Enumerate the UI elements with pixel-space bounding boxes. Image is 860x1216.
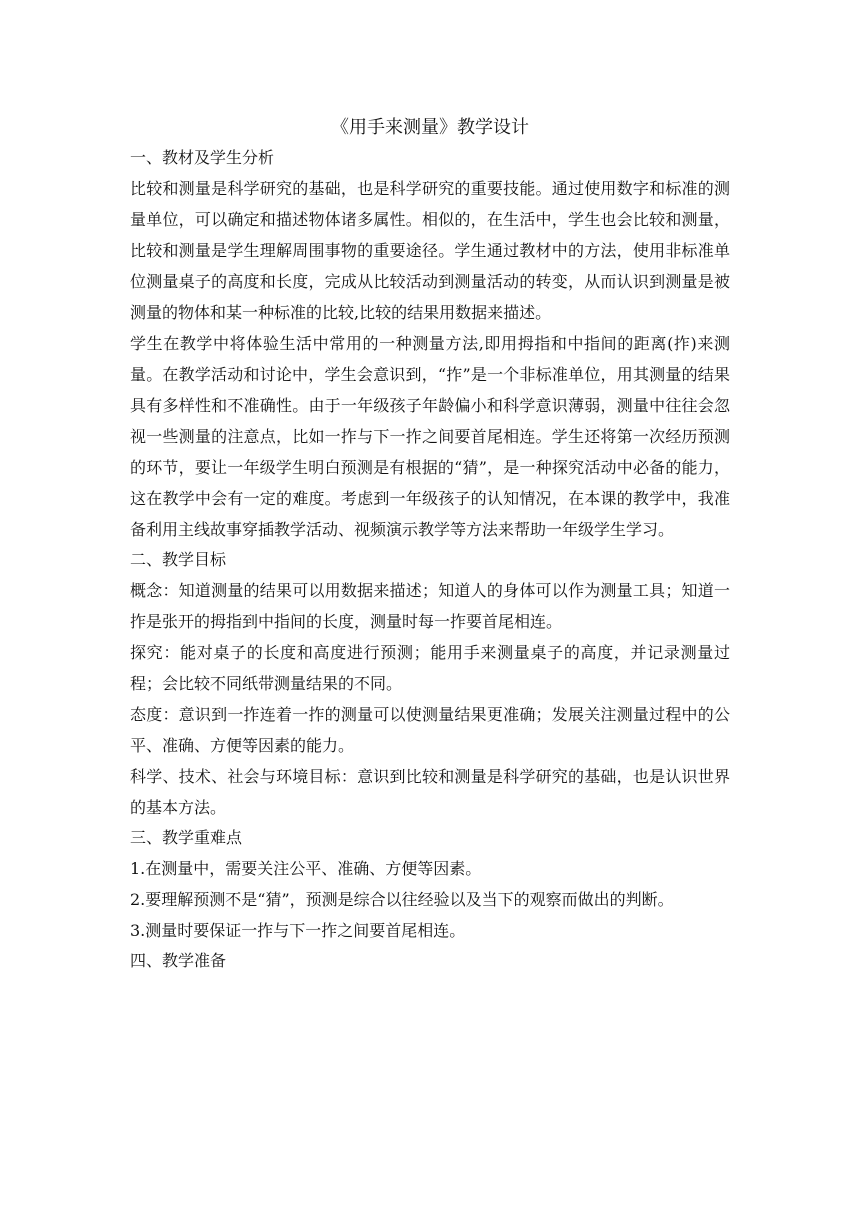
document-title: 《用手来测量》教学设计 (331, 117, 529, 138)
paragraph-goal-inquiry: 探究：能对桌子的长度和高度进行预测；能用手来测量桌子的高度，并记录测量过程；会比较不同纸带测量结果的不同。 (130, 643, 730, 693)
paragraph-goal-stse: 科学、技术、社会与环境目标：意识到比较和测量是科学研究的基础，也是认识世界的基本方法。 (130, 767, 730, 817)
list-item-key-point-2: 2.要理解预测不是“猜”，预测是综合以往经验以及当下的观察而做出的判断。 (130, 890, 674, 909)
section-heading-goals: 二、教学目标 (130, 550, 227, 569)
document-body (130, 113, 730, 976)
list-item-key-point-3: 3.测量时要保证一拃与下一拃之间要首尾相连。 (130, 921, 466, 940)
paragraph-goal-concept: 概念：知道测量的结果可以用数据来描述；知道人的身体可以作为测量工具；知道一拃是张开的拇指到中指间的长度，测量时每一拃要首尾相连。 (130, 581, 730, 631)
list-item-key-point-1: 1.在测量中，需要关注公平、准确、方便等因素。 (130, 859, 482, 878)
section-heading-preparation: 四、教学准备 (130, 951, 227, 970)
paragraph-analysis-1: 比较和测量是科学研究的基础，也是科学研究的重要技能。通过使用数字和标准的测量单位，可以确定和描述物体诸多属性。相似的，在生活中，学生也会比较和测量，比较和测量是学生理解周围事物的重要途径。学生通过教材中的方法，使用非标准单位测量桌子的高度和长度，完成从比较活动到测量活动的转变，从而认识到测量是被测量的物体和某一种标准的比较,比较的结果用数据来描述。 (130, 179, 730, 322)
section-heading-key-points: 三、教学重难点 (130, 828, 243, 847)
paragraph-analysis-2: 学生在教学中将体验生活中常用的一种测量方法,即用拇指和中指间的距离(拃)来测量。在教学活动和讨论中，学生会意识到，“拃”是一个非标准单位，用其测量的结果具有多样性和不准确性。由于一年级孩子年龄偏小和科学意识薄弱，测量中往往会忽视一些测量的注意点，比如一拃与下一拃之间要首尾相连。学生还将第一次经历预测的环节，要让一年级学生明白预测是有根据的“猜”，是一种探究活动中必备的能力，这在教学中会有一定的难度。考虑到一年级孩子的认知情况，在本课的教学中，我准备利用主线故事穿插教学活动、视频演示教学等方法来帮助一年级学生学习。 (130, 334, 730, 539)
section-heading-analysis: 一、教材及学生分析 (130, 148, 275, 167)
paragraph-goal-attitude: 态度：意识到一拃连着一拃的测量可以使测量结果更准确；发展关注测量过程中的公平、准确、方便等因素的能力。 (130, 705, 730, 755)
